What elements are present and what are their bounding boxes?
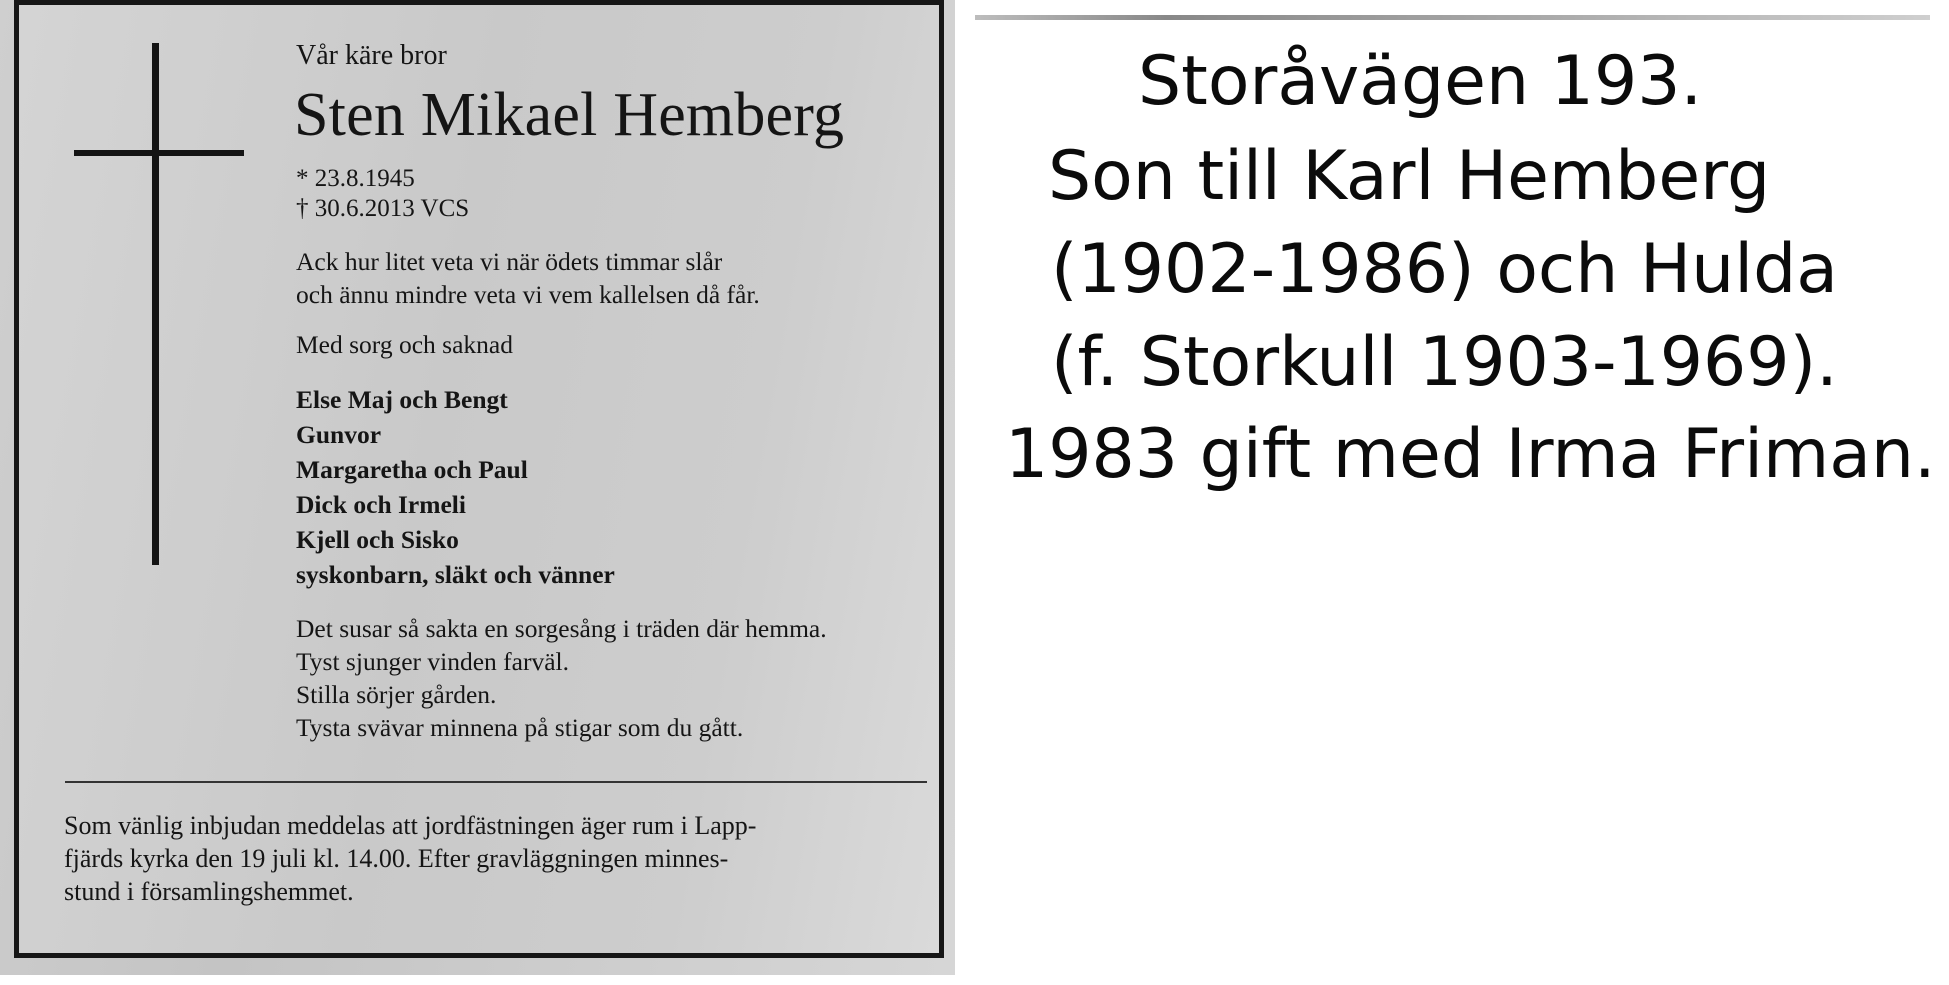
mourner-item: Dick och Irmeli (296, 490, 466, 519)
notice-line: stund i församlingshemmet. (64, 877, 354, 906)
funeral-notice (64, 809, 934, 908)
note-line: 1983 gift med Irma Friman. (1005, 415, 1936, 494)
cross-icon-horizontal (74, 150, 244, 156)
sorrow-line: Med sorg och saknad (296, 330, 513, 359)
obituary-clipping (0, 0, 955, 975)
verse-line: Det susar så sakta en sorgesång i träden där hemma. (296, 614, 827, 643)
notice-line: Som vänlig inbjudan meddelas att jordfästningen äger rum i Lapp- (64, 811, 757, 840)
verse-first (296, 245, 760, 311)
note-line: Son till Karl Hemberg (1048, 137, 1771, 216)
notice-divider (65, 781, 927, 783)
death-date: † 30.6.2013 VCS (296, 195, 470, 222)
mourner-item: syskonbarn, släkt och vänner (296, 560, 615, 589)
mourner-item: Else Maj och Bengt (296, 385, 508, 414)
verse-line: Ack hur litet veta vi när ödets timmar slår (296, 247, 723, 276)
obituary-intro: Vår käre bror (296, 40, 447, 71)
birth-date: * 23.8.1945 (296, 165, 415, 192)
mourners-list (296, 382, 615, 592)
mourner-item: Kjell och Sisko (296, 525, 459, 554)
note-top-rule (975, 15, 1930, 20)
verse-line: och ännu mindre veta vi vem kallelsen då får. (296, 280, 760, 309)
deceased-name: Sten Mikael Hemberg (294, 81, 845, 149)
verse-line: Tyst sjunger vinden farväl. (296, 647, 569, 676)
mourner-item: Margaretha och Paul (296, 455, 528, 484)
note-address: Storåvägen 193. (1138, 42, 1703, 121)
obituary-frame (14, 0, 944, 958)
verse-second (296, 612, 827, 744)
notice-line: fjärds kyrka den 19 juli kl. 14.00. Efter gravläggningen minnes- (64, 844, 729, 873)
verse-line: Tysta svävar minnena på stigar som du gått. (296, 713, 744, 742)
note-line: (1902-1986) och Hulda (1051, 230, 1838, 309)
verse-line: Stilla sörjer gården. (296, 680, 497, 709)
mourner-item: Gunvor (296, 420, 382, 449)
note-line: (f. Storkull 1903-1969). (1051, 323, 1838, 402)
cross-icon-vertical (152, 43, 159, 565)
